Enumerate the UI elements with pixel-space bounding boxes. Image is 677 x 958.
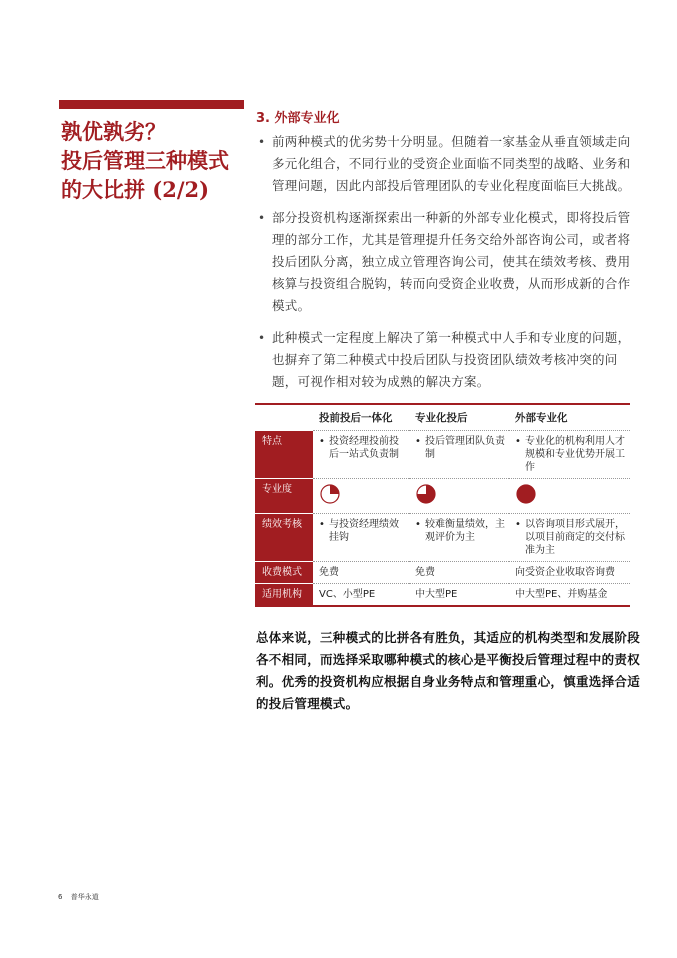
section-heading: 3. 外部专业化 — [256, 111, 340, 126]
bullet-text: 部分投资机构逐渐探索出一种新的外部专业化模式，即将投后管理的部分工作，尤其是管理提升任务交给外部咨询公司，或者将投后团队分离，独立成立管理咨询公司，使其在绩效考核、费用核算与投资组合脱钩，转而向受资企业收费，从而形成新的合作模式。 — [272, 210, 631, 313]
footer-brand: 普华永道 — [70, 893, 99, 901]
pie-three-quarter-icon — [415, 483, 437, 505]
table-cell: • 与投资经理绩效挂钩 — [313, 513, 409, 561]
table-row — [255, 430, 630, 478]
title-line-1: 孰优孰劣？ — [61, 119, 166, 144]
bullet-dot: • — [258, 331, 266, 345]
table-cell — [509, 478, 630, 513]
column-header: 外部专业化 — [509, 404, 630, 430]
row-header: 收费模式 — [255, 561, 313, 583]
title-rule — [59, 100, 244, 109]
table-cell: • 较难衡量绩效，主观评价为主 — [409, 513, 509, 561]
table-cell: 中大型PE — [409, 583, 509, 606]
cell-text: 投后管理团队负责制 — [425, 435, 505, 460]
comparison-table — [255, 403, 630, 607]
pie-quarter-icon — [319, 483, 341, 505]
page-footer — [58, 892, 105, 902]
row-header: 适用机构 — [255, 583, 313, 606]
pie-full-icon — [515, 483, 537, 505]
table-cell: 中大型PE、并购基金 — [509, 583, 630, 606]
title-line-3: 的大比拼 (2/2) — [61, 177, 210, 202]
table-cell — [409, 478, 509, 513]
page-number: 6 — [58, 893, 63, 901]
page-title — [61, 117, 246, 204]
row-header: 专业度 — [255, 478, 313, 513]
bullet-dot: • — [258, 135, 266, 149]
table-cell: 免费 — [409, 561, 509, 583]
pie-outline — [517, 485, 535, 503]
row-header: 绩效考核 — [255, 513, 313, 561]
cell-text: 与投资经理绩效挂钩 — [329, 518, 399, 543]
corner-cell — [255, 404, 313, 430]
bullet-text: 前两种模式的优劣势十分明显。但随着一家基金从垂直领域走向多元化组合，不同行业的受资企业面临不同类型的战略、业务和管理问题，因此内部投后管理团队的专业化程度面临巨大挑战。 — [272, 134, 631, 193]
table-cell: 向受资企业收取咨询费 — [509, 561, 630, 583]
table-row — [255, 561, 630, 583]
table-row — [255, 583, 630, 606]
summary-paragraph: 总体来说，三种模式的比拼各有胜负，其适应的机构类型和发展阶段各不相同，而选择采取哪种模式的核心是平衡投后管理过程中的责权利。优秀的投资机构应根据自身业务特点和管理重心，慎重选择合适的投后管理模式。 — [256, 630, 641, 711]
table-header-row — [255, 404, 630, 430]
column-header: 专业化投后 — [409, 404, 509, 430]
bullet-dot: • — [258, 211, 266, 225]
cell-text: 较难衡量绩效，主观评价为主 — [425, 518, 505, 543]
table-cell: • 以咨询项目形式展开，以项目前商定的交付标准为主 — [509, 513, 630, 561]
cell-text: 以咨询项目形式展开，以项目前商定的交付标准为主 — [525, 518, 625, 556]
bullet-text: 此种模式一定程度上解决了第一种模式中人手和专业度的问题，也摒弃了第二种模式中投后团队与投资团队绩效考核冲突的问题，可视作相对较为成熟的解决方案。 — [272, 330, 631, 389]
table-cell: • 投后管理团队负责制 — [409, 430, 509, 478]
table-cell: VC、小型PE — [313, 583, 409, 606]
table-cell: • 专业化的机构利用人才规模和专业优势开展工作 — [509, 430, 630, 478]
title-line-2: 投后管理三种模式 — [61, 148, 229, 173]
bullet-list — [258, 131, 643, 403]
pie-fill — [330, 485, 339, 494]
list-item — [258, 131, 643, 197]
table-cell: 免费 — [313, 561, 409, 583]
list-item — [258, 207, 643, 317]
table-cell — [313, 478, 409, 513]
column-header: 投前投后一体化 — [313, 404, 409, 430]
table-row — [255, 478, 630, 513]
row-header: 特点 — [255, 430, 313, 478]
table-cell: • 投资经理投前投后一站式负责制 — [313, 430, 409, 478]
cell-text: 专业化的机构利用人才规模和专业优势开展工作 — [525, 435, 625, 473]
cell-text: 投资经理投前投后一站式负责制 — [329, 435, 399, 460]
table-row — [255, 513, 630, 561]
list-item — [258, 327, 643, 393]
